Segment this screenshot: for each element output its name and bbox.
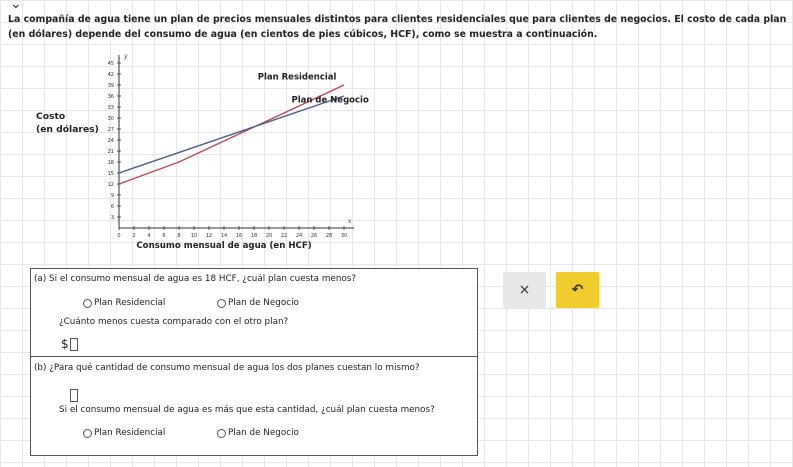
- y-tick-label: 27: [107, 127, 114, 133]
- qb-option-residencial[interactable]: [83, 428, 165, 438]
- dollar-sign: $: [61, 337, 69, 351]
- cost-chart: [100, 52, 375, 252]
- chevron-down-icon[interactable]: ⌄: [10, 0, 22, 12]
- x-tick-label: 12: [205, 233, 213, 239]
- panel-divider: [31, 356, 477, 357]
- radio-circle-icon[interactable]: [83, 299, 92, 308]
- legend-residencial: Plan Residencial: [257, 72, 337, 83]
- reset-button[interactable]: [556, 272, 599, 308]
- y-axis-symbol: y: [124, 53, 128, 60]
- x-axis-symbol: x: [348, 218, 352, 225]
- question-a-followup: ¿Cuánto menos cuesta comparado con el otro plan?: [59, 317, 289, 327]
- y-axis-label-line2: (en dólares): [36, 124, 99, 135]
- clear-button[interactable]: [503, 272, 546, 308]
- qb-option-negocio[interactable]: [217, 428, 299, 438]
- series-line-negocio: [119, 96, 344, 173]
- qa-option-negocio[interactable]: [217, 298, 299, 308]
- y-axis-label-line1: Costo: [36, 111, 66, 122]
- question-panel: [30, 268, 478, 456]
- y-tick-label: 42: [107, 72, 114, 78]
- x-tick-label: 10: [190, 233, 198, 239]
- y-tick-label: 36: [107, 94, 114, 100]
- x-tick-label: 6: [162, 233, 166, 239]
- question-b-prompt: (b) ¿Para qué cantidad de consumo mensual de agua los dos planes cuestan lo mismo?: [34, 363, 420, 373]
- x-tick-label: 20: [265, 233, 273, 239]
- x-tick-label: 14: [220, 233, 228, 239]
- legend-negocio: Plan de Negocio: [291, 95, 369, 106]
- x-tick-label: 28: [325, 233, 333, 239]
- x-tick-label: 8: [177, 233, 181, 239]
- radio-circle-icon[interactable]: [217, 429, 226, 438]
- intro-text: La compañía de agua tiene un plan de precios mensuales distintos para clientes residenciales que para clientes de negocios. El costo de cada plan (en dólares) depende del consumo de agua (en cientos de pies cúbicos, HCF), como se muestra a continuación.: [8, 14, 787, 40]
- x-axis-label: Consumo mensual de agua (en HCF): [136, 241, 312, 251]
- y-axis-label: [36, 110, 99, 136]
- y-tick-label: 15: [107, 171, 114, 177]
- x-tick-label: 16: [235, 233, 243, 239]
- y-tick-label: 9: [110, 193, 114, 199]
- x-tick-label: 30: [340, 233, 348, 239]
- x-tick-label: 0: [117, 233, 121, 239]
- qa-option-residencial-label: Plan Residencial: [94, 298, 166, 308]
- radio-circle-icon[interactable]: [83, 429, 92, 438]
- y-tick-label: 33: [107, 105, 114, 111]
- y-tick-label: 39: [107, 83, 114, 89]
- question-b-followup: Si el consumo mensual de agua es más que esta cantidad, ¿cuál plan cuesta menos?: [59, 405, 435, 415]
- question-a-prompt: (a) Si el consumo mensual de agua es 18 HCF, ¿cuál plan cuesta menos?: [34, 274, 357, 284]
- qb-option-residencial-label: Plan Residencial: [94, 428, 166, 438]
- qa-option-residencial[interactable]: [83, 298, 165, 308]
- y-tick-label: 30: [107, 116, 114, 122]
- x-tick-label: 4: [147, 233, 151, 239]
- qa-option-negocio-label: Plan de Negocio: [228, 298, 299, 308]
- qb-answer-input[interactable]: [70, 389, 78, 402]
- y-tick-label: 18: [107, 160, 114, 166]
- undo-icon: ↶: [571, 282, 584, 298]
- x-tick-label: 2: [132, 233, 136, 239]
- y-tick-label: 12: [107, 182, 114, 188]
- y-tick-label: 6: [110, 204, 114, 210]
- close-icon: ×: [518, 282, 531, 298]
- qa-answer-input[interactable]: [70, 338, 78, 351]
- y-tick-label: 21: [107, 149, 114, 155]
- qb-option-negocio-label: Plan de Negocio: [228, 428, 299, 438]
- qa-answer-field[interactable]: [61, 337, 78, 351]
- x-tick-label: 24: [295, 233, 303, 239]
- radio-circle-icon[interactable]: [217, 299, 226, 308]
- x-tick-label: 18: [250, 233, 258, 239]
- y-tick-label: 24: [107, 138, 114, 144]
- x-tick-label: 22: [280, 233, 288, 239]
- y-tick-label: 3: [110, 215, 114, 221]
- x-tick-label: 26: [310, 233, 318, 239]
- y-tick-label: 45: [107, 61, 114, 67]
